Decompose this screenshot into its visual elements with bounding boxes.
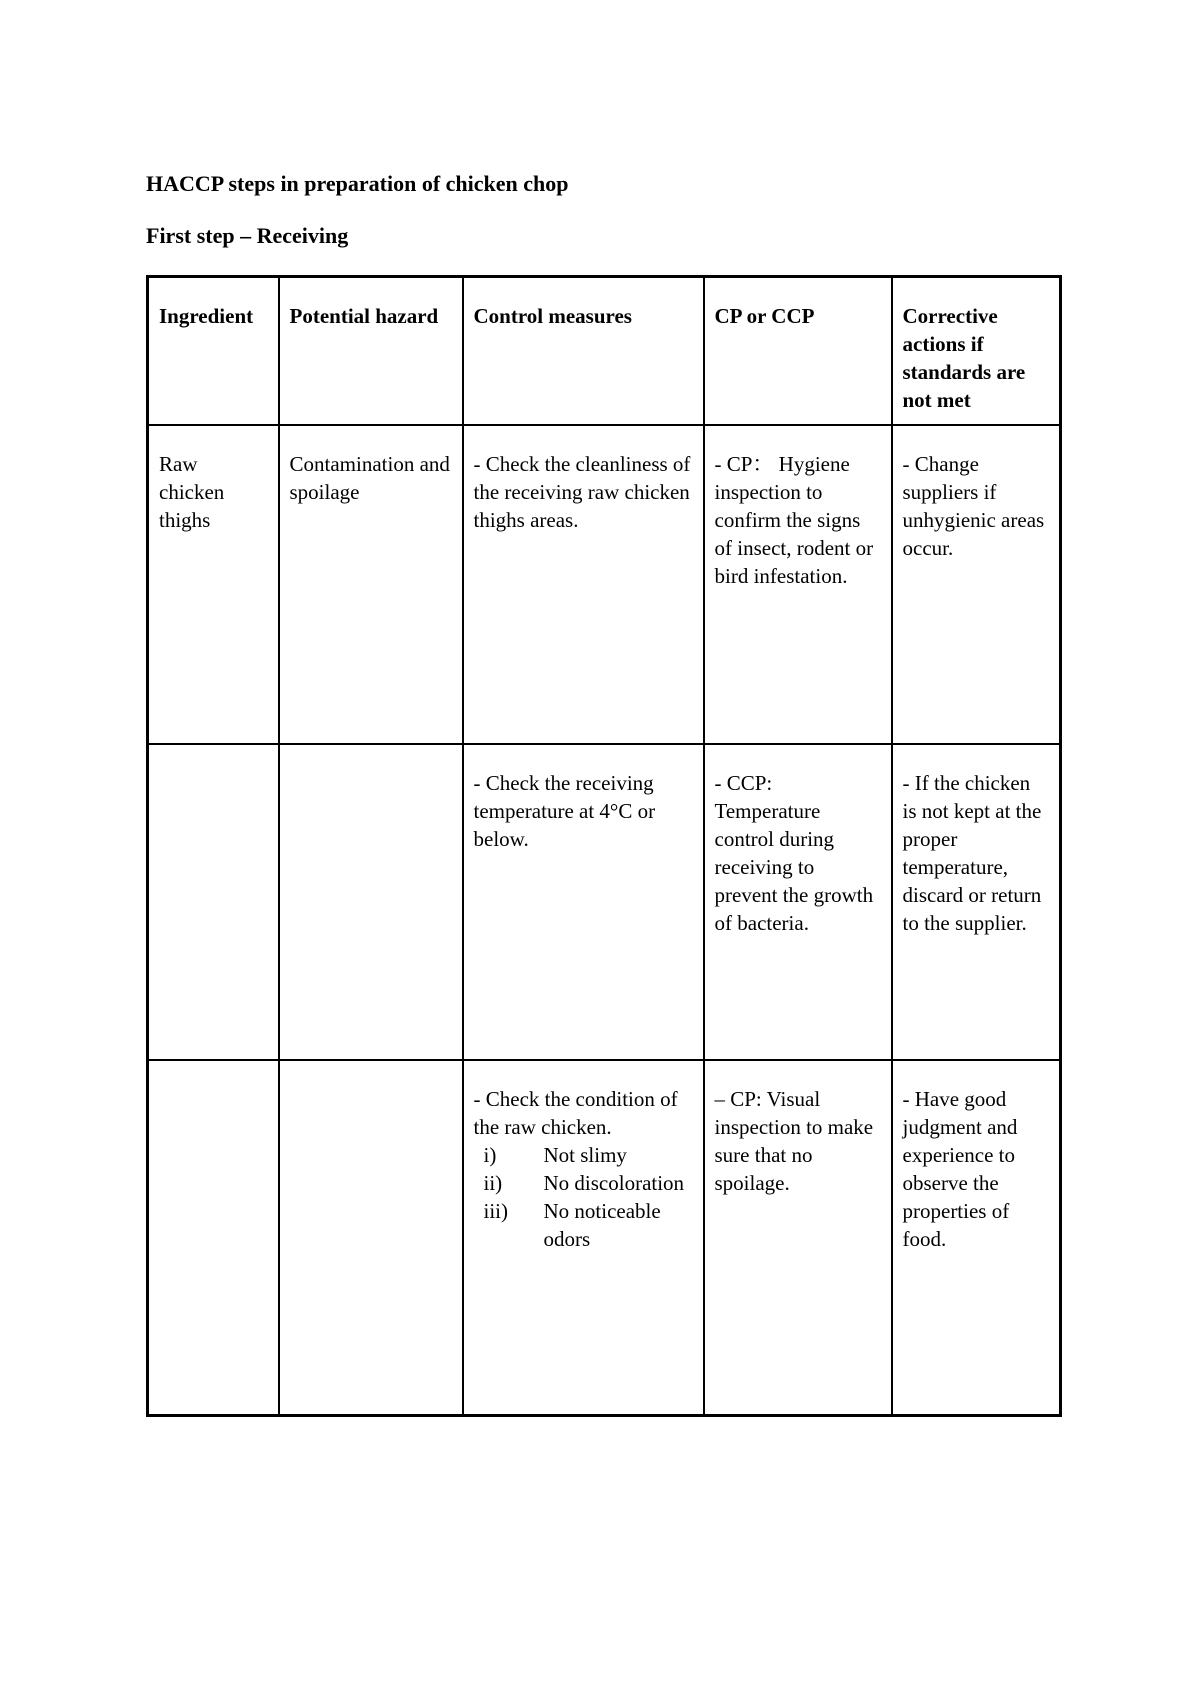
document-title: HACCP steps in preparation of chicken chop <box>146 171 569 196</box>
condition-checklist <box>474 1141 693 1253</box>
list-item-text: No noticeable odors <box>543 1198 661 1251</box>
list-item-number: i) <box>483 1142 497 1167</box>
haccp-table <box>146 275 1062 1417</box>
list-item-number: iii) <box>483 1198 508 1223</box>
cell-control-measures <box>463 1060 704 1416</box>
list-item-text: Not slimy <box>543 1142 627 1167</box>
header-control-measures: Control measures <box>463 277 704 425</box>
cell-control-measures: - Check the cleanliness of the receiving raw chicken thighs areas. <box>463 425 704 744</box>
cell-ingredient <box>148 744 279 1060</box>
list-item <box>474 1197 693 1253</box>
list-item-number: ii) <box>483 1170 503 1195</box>
cell-hazard: Contamination and spoilage <box>279 425 463 744</box>
cell-corrective-action: - Change suppliers if unhygienic areas occur. <box>892 425 1061 744</box>
list-item <box>474 1169 693 1197</box>
table-header-row <box>148 277 1061 425</box>
cell-cp-or-ccp: - CP： Hygiene inspection to confirm the signs of insect, rodent or bird infestation. <box>704 425 892 744</box>
list-item-text: No discoloration <box>543 1170 685 1195</box>
cell-hazard <box>279 1060 463 1416</box>
cell-cp-or-ccp: – CP: Visual inspection to make sure that no spoilage. <box>704 1060 892 1416</box>
cell-corrective-action: - If the chicken is not kept at the proper temperature, discard or return to the supplier. <box>892 744 1061 1060</box>
cell-cp-or-ccp: - CCP: Temperature control during receiving to prevent the growth of bacteria. <box>704 744 892 1060</box>
table-row <box>148 425 1061 744</box>
step-heading: First step – Receiving <box>146 223 349 248</box>
cell-corrective-action: - Have good judgment and experience to observe the properties of food. <box>892 1060 1061 1416</box>
cell-control-measures: - Check the receiving temperature at 4°C or below. <box>463 744 704 1060</box>
header-cp-or-ccp: CP or CCP <box>704 277 892 425</box>
cell-ingredient <box>148 1060 279 1416</box>
table-row <box>148 744 1061 1060</box>
cell-hazard <box>279 744 463 1060</box>
header-corrective-actions: Corrective actions if standards are not met <box>892 277 1061 425</box>
table-row <box>148 1060 1061 1416</box>
control-measure-text: - Check the condition of the raw chicken. <box>473 1086 678 1139</box>
list-item <box>474 1141 693 1169</box>
header-ingredient: Ingredient <box>148 277 279 425</box>
header-potential-hazard: Potential hazard <box>279 277 463 425</box>
cell-ingredient: Raw chicken thighs <box>148 425 279 744</box>
